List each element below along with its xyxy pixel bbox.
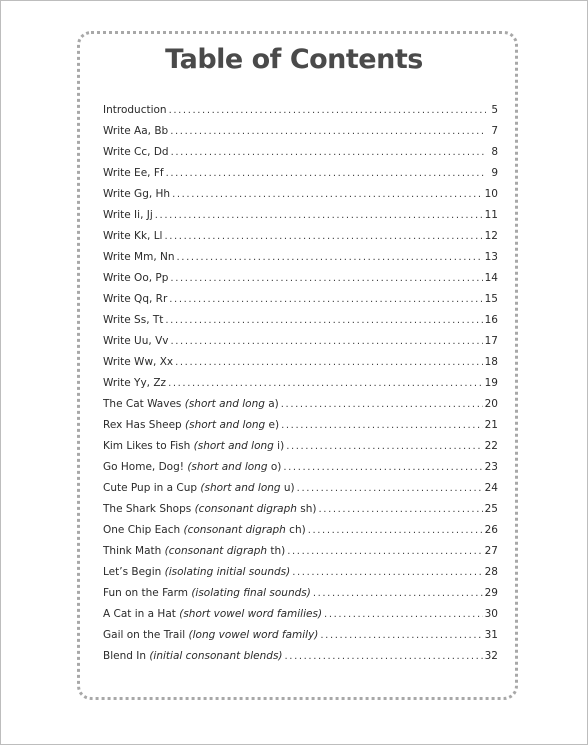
toc-entry [103,167,498,188]
toc-page-number: 19 [484,377,498,389]
dot-leader [177,252,483,263]
toc-entry [103,398,498,419]
dot-leader [286,441,482,452]
toc-entry-text: Think Math [103,545,165,557]
toc-entry [103,104,498,125]
dot-leader [320,630,482,641]
toc-entry-text: Fun on the Farm [103,587,192,599]
toc-entry-note: (isolating initial sounds) [164,566,291,578]
toc-entry-text: Rex Has Sheep [103,419,186,431]
toc-entry-title [103,314,163,326]
dot-leader [168,378,483,389]
toc-entry [103,293,498,314]
toc-entry [103,503,498,524]
toc-entry-title [103,524,306,536]
dot-leader [319,504,483,515]
toc-entry [103,524,498,545]
toc-entry-text: Write Qq, Rr [103,293,168,305]
toc-page-number: 31 [484,629,498,641]
toc-entry-title [103,503,317,515]
toc-entry-text: A Cat in a Hat [103,608,180,620]
toc-entry-note-end: ch) [289,524,306,536]
toc-entry [103,419,498,440]
toc-entry-text: Write Ee, Ff [103,167,164,179]
toc-page-number: 10 [484,188,498,200]
dot-leader [169,294,482,305]
toc-entry-note-end: u) [283,482,295,494]
toc-page-number: 7 [491,125,498,137]
dot-leader [170,273,482,284]
dot-leader [324,609,483,620]
toc-page-number: 25 [484,503,498,515]
dot-leader [283,462,482,473]
toc-entry [103,566,498,587]
toc-entry-text: Go Home, Dog! [103,461,188,473]
dot-leader [287,546,482,557]
toc-entry-text: Blend In [103,650,150,662]
dot-leader [172,189,483,200]
toc-entry-text: The Cat Waves [103,398,185,410]
table-of-contents [103,104,498,671]
toc-page-number: 30 [484,608,498,620]
toc-entry-title [103,566,290,578]
dot-leader [165,315,482,326]
toc-page-number: 15 [484,293,498,305]
dot-leader [171,147,486,158]
toc-entry [103,314,498,335]
toc-entry-note-end: e) [268,419,280,431]
toc-entry [103,545,498,566]
dot-leader [281,420,483,431]
toc-entry-title [103,482,295,494]
toc-entry-title [103,461,281,473]
dot-leader [297,483,483,494]
toc-entry-note: (initial consonant blends) [149,650,283,662]
toc-entry-text: Write Ss, Tt [103,314,164,326]
toc-entry-text: Gail on the Trail [103,629,189,641]
dot-leader [285,651,483,662]
toc-entry-note: (short and long [184,398,269,410]
dot-leader [292,567,482,578]
toc-entry-note: (short vowel word families) [179,608,323,620]
toc-entry-text: Write Oo, Pp [103,272,169,284]
toc-page-number: 27 [484,545,498,557]
toc-entry [103,461,498,482]
toc-entry [103,587,498,608]
toc-entry [103,272,498,293]
toc-entry-note-end: sh) [300,503,317,515]
toc-entry-title [103,419,279,431]
toc-page-number: 14 [484,272,498,284]
toc-entry-title [103,251,175,263]
dot-leader [166,168,486,179]
toc-entry-title [103,146,169,158]
toc-page-number: 8 [491,146,498,158]
toc-entry-title [103,335,168,347]
toc-entry-text: The Shark Shops [103,503,195,515]
toc-entry-title [103,629,318,641]
toc-entry-note-end: o) [270,461,282,473]
toc-entry-text: Write Mm, Nn [103,251,175,263]
toc-page-number: 26 [484,524,498,536]
toc-page-number: 20 [484,398,498,410]
toc-entry-note: (consonant digraph [194,503,301,515]
toc-entry-note-end: th) [270,545,286,557]
toc-entry [103,251,498,272]
toc-entry-title [103,398,279,410]
toc-page-number: 24 [484,482,498,494]
toc-entry-note: (short and long [185,419,269,431]
toc-entry-text: Introduction [103,104,167,116]
toc-entry [103,629,498,650]
toc-entry-title [103,545,285,557]
dot-leader [170,126,486,137]
toc-entry-note: (consonant digraph [164,545,271,557]
toc-entry-title [103,293,167,305]
toc-entry-text: Kim Likes to Fish [103,440,194,452]
toc-entry-title [103,167,164,179]
toc-entry-title [103,356,173,368]
toc-entry-title [103,650,283,662]
toc-entry-text: Write Gg, Hh [103,188,171,200]
toc-entry-title [103,587,311,599]
toc-entry [103,209,498,230]
toc-entry [103,356,498,377]
toc-entry-note-end: i) [277,440,285,452]
toc-entry [103,608,498,629]
toc-entry-text: Write Cc, Dd [103,146,169,158]
toc-entry-text: Write Ww, Xx [103,356,174,368]
toc-page-number: 22 [484,440,498,452]
toc-entry-text: Let’s Begin [103,566,165,578]
toc-entry [103,230,498,251]
toc-entry-title [103,230,162,242]
toc-entry-title [103,104,167,116]
toc-entry-text: Write Ii, Jj [103,209,153,221]
toc-page-number: 12 [484,230,498,242]
toc-entry-title [103,377,166,389]
toc-page-number: 16 [484,314,498,326]
toc-entry [103,440,498,461]
dot-leader [313,588,483,599]
toc-entry [103,482,498,503]
toc-entry-title [103,608,322,620]
toc-entry [103,377,498,398]
toc-page-number: 17 [484,335,498,347]
toc-entry-title [103,188,170,200]
toc-entry [103,146,498,167]
toc-entry [103,125,498,146]
toc-page-number: 28 [484,566,498,578]
toc-entry-note: (short and long [200,482,284,494]
toc-entry-note: (long vowel word family) [188,629,319,641]
toc-entry-text: Write Yy, Zz [103,377,167,389]
toc-entry-text: Write Uu, Vv [103,335,169,347]
toc-entry-title [103,209,153,221]
page-title: Table of Contents [165,44,423,75]
toc-entry-note: (consonant digraph [183,524,290,536]
toc-page-number: 18 [484,356,498,368]
toc-page-number: 32 [484,650,498,662]
toc-entry-note: (short and long [193,440,278,452]
toc-entry-text: One Chip Each [103,524,184,536]
toc-entry [103,188,498,209]
toc-page-number: 13 [484,251,498,263]
dot-leader [175,357,483,368]
dot-leader [169,105,486,116]
toc-entry-title [103,125,168,137]
dot-leader [155,210,483,221]
toc-entry-text: Cute Pup in a Cup [103,482,201,494]
toc-entry-title [103,440,284,452]
toc-page-number: 29 [484,587,498,599]
dot-leader [170,336,482,347]
toc-entry [103,335,498,356]
toc-page-number: 9 [491,167,498,179]
toc-entry-text: Write Kk, Ll [103,230,163,242]
dot-leader [308,525,483,536]
toc-page-number: 5 [491,104,498,116]
toc-entry-note-end: a) [268,398,279,410]
toc-entry [103,650,498,671]
toc-page-number: 21 [484,419,498,431]
dot-leader [164,231,482,242]
toc-page-number: 23 [484,461,498,473]
toc-entry-title [103,272,168,284]
toc-entry-note: (isolating final sounds) [191,587,311,599]
toc-page-number: 11 [484,209,498,221]
toc-entry-note: (short and long [187,461,271,473]
dot-leader [281,399,483,410]
toc-entry-text: Write Aa, Bb [103,125,169,137]
